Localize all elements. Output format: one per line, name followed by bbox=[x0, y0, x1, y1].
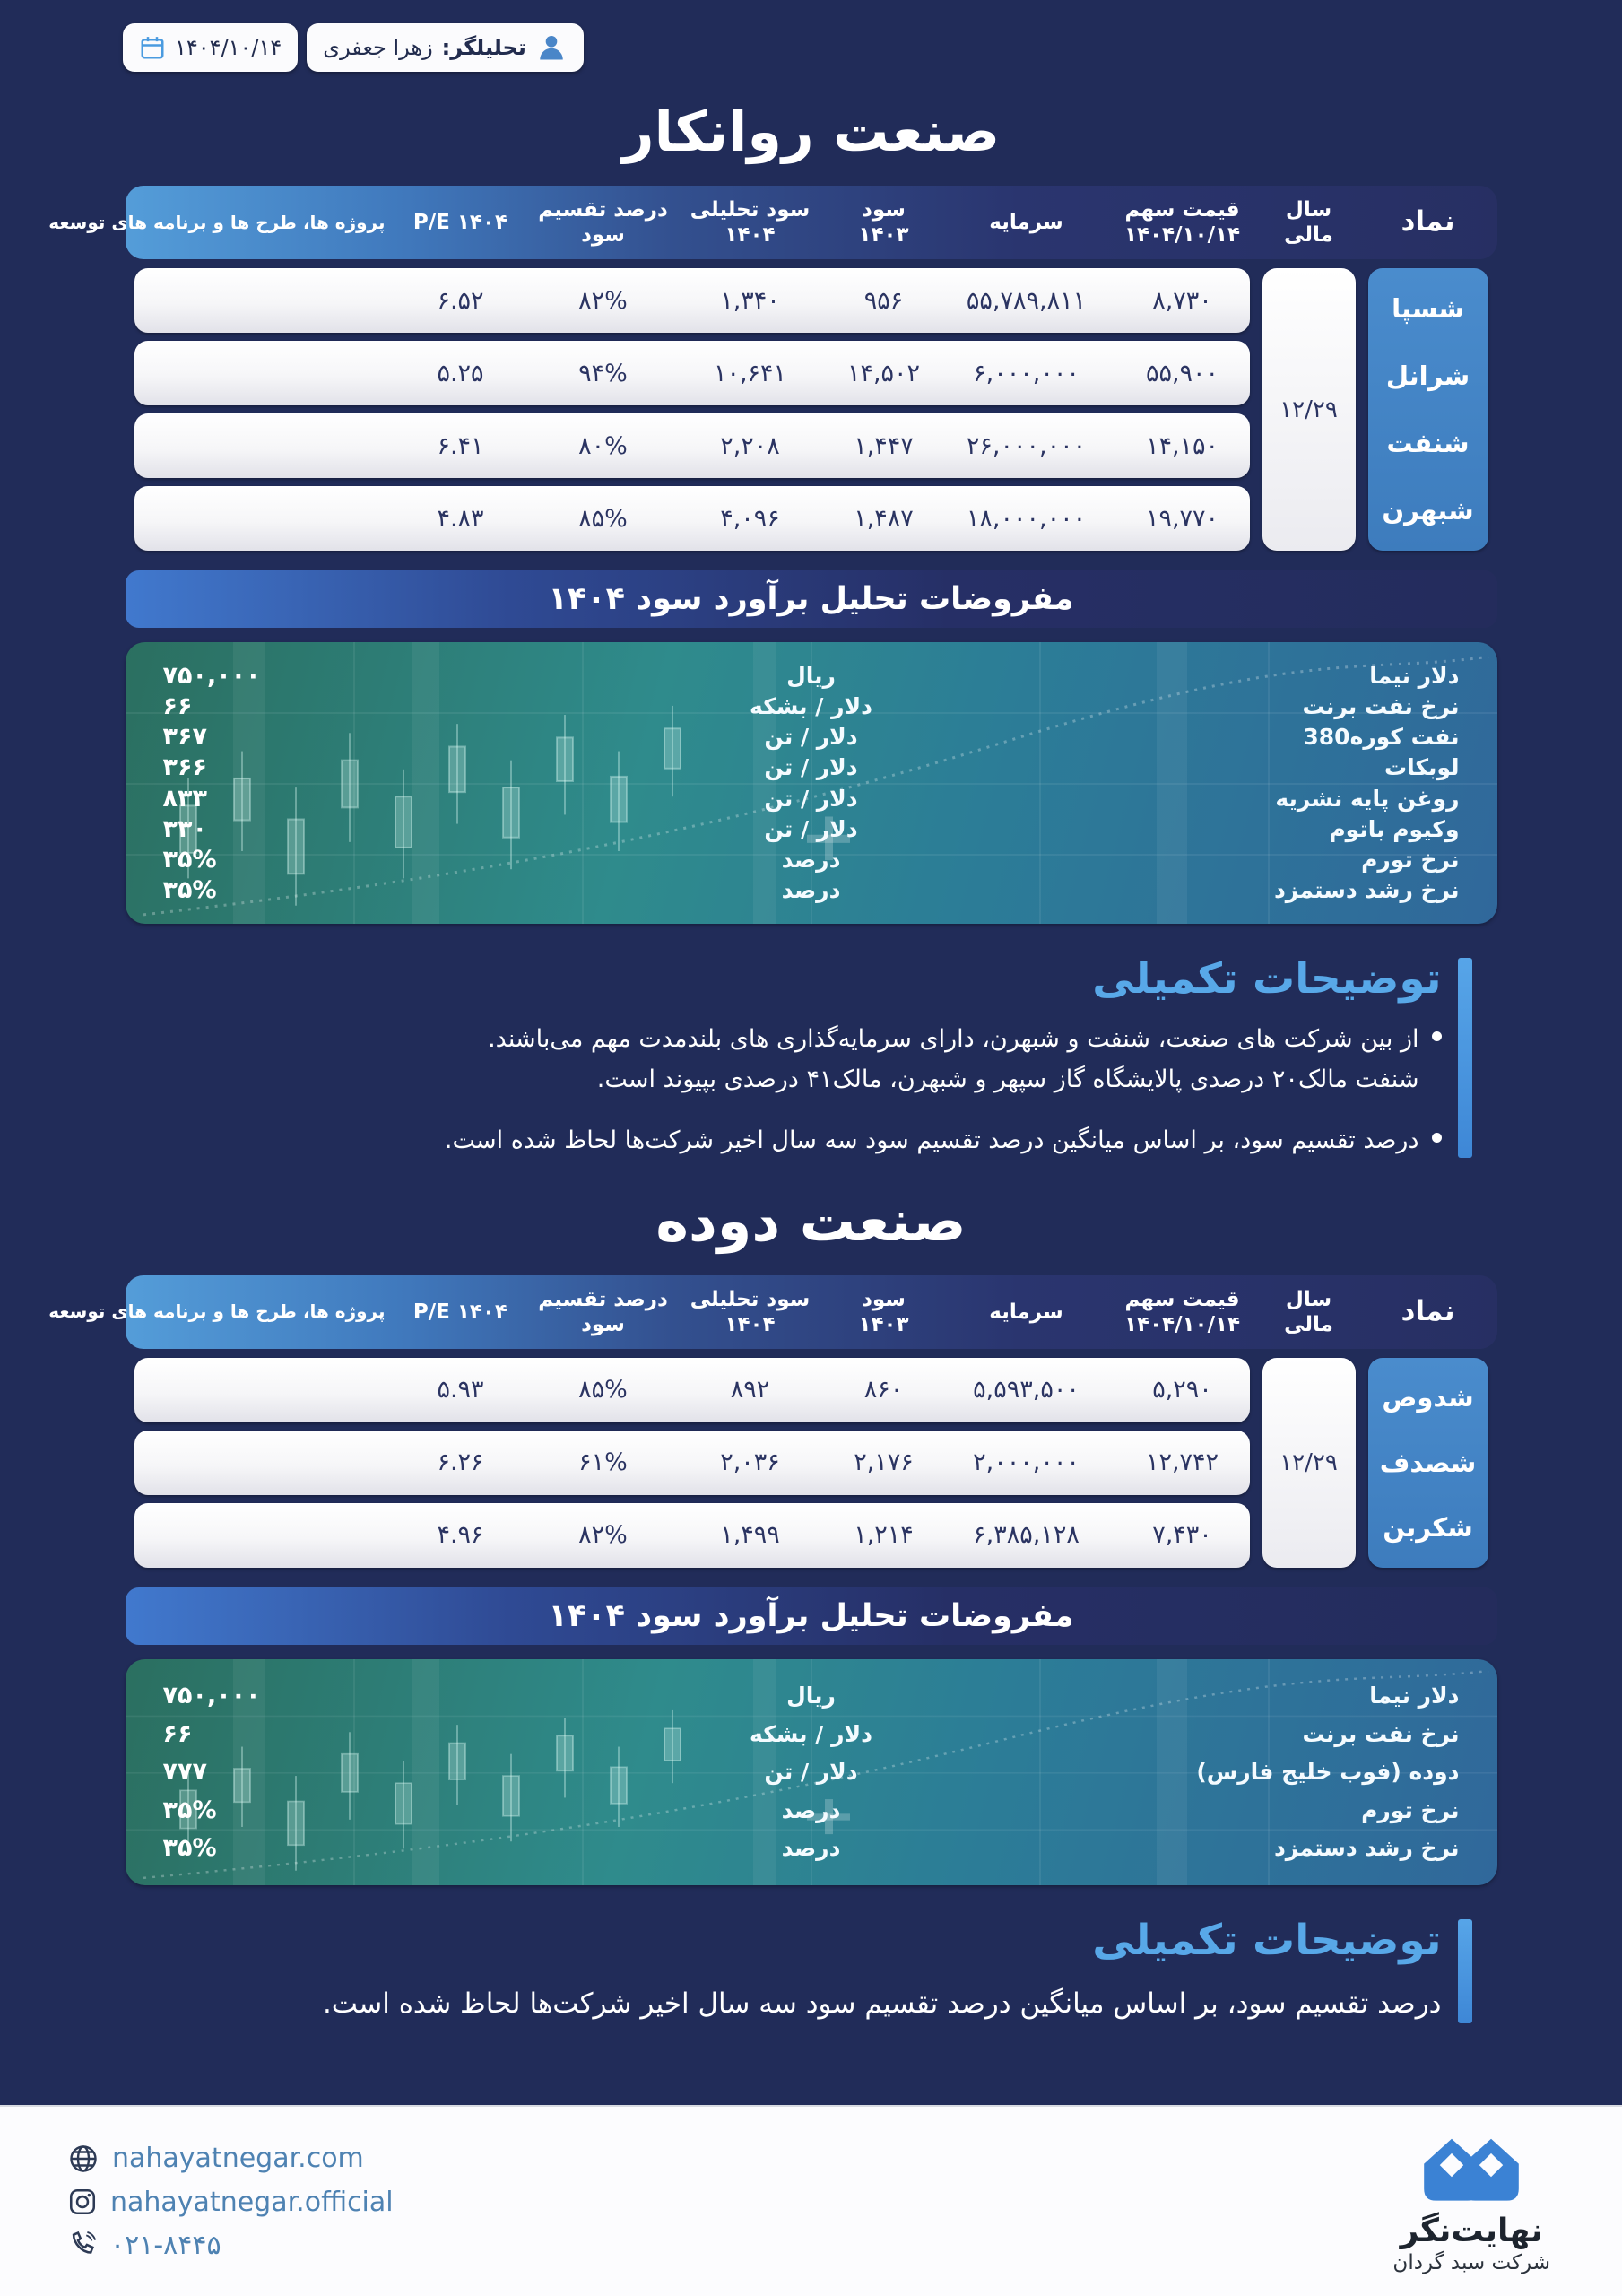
analyst-icon bbox=[535, 31, 568, 64]
symbol-label: شسپا bbox=[1392, 293, 1464, 325]
cell-capital: ۱۸,۰۰۰,۰۰۰ bbox=[966, 504, 1087, 533]
table-body bbox=[126, 1358, 1497, 1568]
assumption-value: ۳۵% bbox=[162, 846, 217, 874]
assumption-unit: دلار / تن bbox=[764, 785, 858, 812]
cell-capital: ۲,۰۰۰,۰۰۰ bbox=[973, 1448, 1080, 1477]
fiscal-year-value: ۱۲/۲۹ bbox=[1279, 396, 1338, 423]
notes-section bbox=[126, 1916, 1497, 2027]
table-row bbox=[134, 413, 1250, 478]
symbol-label: شنفت bbox=[1386, 427, 1470, 458]
assumptions-header bbox=[126, 570, 1497, 628]
nahayatnegar-logo bbox=[1418, 2128, 1524, 2211]
assumption-unit: درصد bbox=[781, 877, 841, 904]
assumptions-title: مفروضات تحلیل برآورد سود ۱۴۰۴ bbox=[548, 1597, 1074, 1634]
cell-pe: ۵.۹۳ bbox=[437, 1376, 484, 1405]
report-date: ۱۴۰۴/۱۰/۱۴ bbox=[175, 35, 282, 60]
assumption-value: ۶۶ bbox=[162, 691, 193, 720]
assumption-value: ۷۷۷ bbox=[162, 1758, 207, 1787]
assumption-unit: درصد bbox=[781, 847, 841, 874]
contact-list bbox=[67, 2143, 394, 2261]
cell-share-price: ۵,۲۹۰ bbox=[1152, 1376, 1212, 1405]
header-symbol: نماد bbox=[1401, 1294, 1455, 1327]
bullet-dot bbox=[1432, 1031, 1442, 1041]
section-title: صنعت روانکار bbox=[621, 99, 1001, 164]
assumption-label: دلار نیما bbox=[1369, 662, 1460, 689]
assumption-row bbox=[163, 1715, 1460, 1752]
bullet-dot bbox=[1432, 1133, 1442, 1143]
header-capital: سرمایه bbox=[989, 210, 1063, 234]
brand-title: نهایت‌نگر bbox=[1400, 2213, 1543, 2249]
industry-section bbox=[48, 1187, 1497, 2027]
assumption-unit: درصد bbox=[781, 1796, 841, 1823]
assumption-unit: درصد bbox=[781, 1834, 841, 1861]
phone-icon bbox=[67, 2230, 98, 2260]
cell-analytical-profit-1404: ۴,۰۹۶ bbox=[720, 504, 780, 533]
fiscal-year-value: ۱۲/۲۹ bbox=[1279, 1448, 1338, 1476]
table-header-row bbox=[48, 1275, 1497, 1349]
cell-profit-1403: ۲,۱۷۶ bbox=[854, 1448, 914, 1477]
globe-icon bbox=[67, 2143, 100, 2175]
analyst-label: تحلیلگر: bbox=[441, 35, 526, 60]
instagram-link[interactable]: nahayatnegar.official bbox=[67, 2187, 394, 2218]
assumption-label: نرخ تورم bbox=[1361, 847, 1460, 874]
cell-analytical-profit-1404: ۸۹۲ bbox=[730, 1376, 770, 1405]
assumption-unit: ریال bbox=[786, 1683, 836, 1709]
header-dividend-percent: درصد تقسیم سود bbox=[538, 197, 668, 247]
table-row bbox=[134, 1431, 1250, 1495]
notes-body bbox=[161, 1020, 1442, 1161]
table-header-row bbox=[48, 186, 1497, 259]
assumption-value: ۸۳۳ bbox=[162, 784, 207, 813]
symbol-label: شکربن bbox=[1383, 1512, 1473, 1544]
assumption-unit: دلار / تن bbox=[764, 1759, 858, 1786]
cell-share-price: ۱۲,۷۴۲ bbox=[1145, 1448, 1219, 1477]
footer bbox=[0, 2105, 1622, 2296]
header-profit-1403: سود ۱۴۰۳ bbox=[858, 1287, 909, 1336]
cell-profit-1403: ۱,۲۱۴ bbox=[854, 1521, 914, 1550]
cell-pe: ۶.۲۶ bbox=[437, 1448, 484, 1477]
note-item bbox=[161, 1981, 1442, 2027]
date-pill bbox=[123, 23, 298, 72]
instagram-icon bbox=[67, 2187, 98, 2217]
table-row bbox=[134, 1358, 1250, 1422]
assumption-value: ۷۵۰,۰۰۰ bbox=[162, 1682, 261, 1710]
assumption-unit: ریال bbox=[786, 662, 836, 689]
header-symbol: نماد bbox=[1401, 205, 1455, 239]
assumption-row bbox=[163, 660, 1460, 691]
header-analytical-profit-1404: سود تحلیلی ۱۴۰۴ bbox=[690, 1287, 811, 1336]
calendar-icon bbox=[139, 34, 166, 61]
assumption-label: دلار نیما bbox=[1369, 1683, 1460, 1709]
cell-pe: ۶.۵۲ bbox=[437, 286, 484, 315]
cell-dividend-percent: ۹۴% bbox=[578, 359, 628, 387]
note-text: درصد تقسیم سود، بر اساس میانگین درصد تقسیم سود سه سال اخیر شرکت‌ها لحاظ شده است. bbox=[444, 1126, 1419, 1155]
cell-dividend-percent: ۸۵% bbox=[578, 504, 628, 533]
assumption-row bbox=[163, 845, 1460, 875]
stock-table bbox=[48, 186, 1497, 551]
table-row bbox=[134, 341, 1250, 405]
notes-body bbox=[161, 1981, 1442, 2027]
cell-pe: ۵.۲۵ bbox=[437, 359, 484, 387]
assumptions-title: مفروضات تحلیل برآورد سود ۱۴۰۴ bbox=[548, 581, 1074, 617]
notes-accent-bar bbox=[1458, 958, 1472, 1158]
assumption-label: روغن پایه نشریه bbox=[1275, 785, 1460, 812]
fiscal-year-cell bbox=[1262, 1358, 1356, 1568]
assumption-value: ۳۵% bbox=[162, 1796, 217, 1824]
note-text: درصد تقسیم سود، بر اساس میانگین درصد تقسیم سود سه سال اخیر شرکت‌ها لحاظ شده است. bbox=[322, 1987, 1442, 2020]
assumptions-rows bbox=[163, 660, 1460, 906]
cell-profit-1403: ۱۴,۵۰۲ bbox=[846, 359, 921, 387]
header-share-price: قیمت سهم ۱۴۰۴/۱۰/۱۴ bbox=[1123, 1287, 1241, 1336]
header-capital: سرمایه bbox=[989, 1300, 1063, 1324]
assumption-value: ۳۵% bbox=[162, 1833, 217, 1862]
note-item bbox=[161, 1020, 1442, 1100]
symbol-label: شبهرن bbox=[1382, 494, 1474, 526]
symbol-label: شدوص bbox=[1382, 1381, 1474, 1413]
assumption-unit: دلار / تن bbox=[764, 815, 858, 842]
assumption-label: لوبکات bbox=[1384, 754, 1460, 781]
assumptions-header bbox=[126, 1587, 1497, 1645]
assumption-label: نرخ تورم bbox=[1361, 1796, 1460, 1823]
assumptions-panel bbox=[126, 1659, 1497, 1885]
symbol-label: شرانل bbox=[1385, 361, 1470, 392]
website-link[interactable]: nahayatnegar.com bbox=[67, 2143, 394, 2175]
cell-share-price: ۷,۴۳۰ bbox=[1152, 1521, 1212, 1550]
header-share-price: قیمت سهم ۱۴۰۴/۱۰/۱۴ bbox=[1123, 197, 1241, 247]
cell-share-price: ۸,۷۳۰ bbox=[1152, 286, 1212, 315]
header-projects: پروژه ها، طرح ها و برنامه های توسعه bbox=[48, 1300, 386, 1323]
cell-dividend-percent: ۸۲% bbox=[578, 1521, 628, 1550]
notes-accent-bar bbox=[1458, 1919, 1472, 2023]
assumption-unit: دلار / بشکه bbox=[750, 1720, 872, 1747]
assumption-label: نرخ نفت برنت bbox=[1302, 1720, 1460, 1747]
note-text: شنفت مالک۲۰ درصدی پالایشگاه گاز سپهر و شبهرن، مالک۴۱ درصدی بپیوند است. bbox=[596, 1065, 1419, 1093]
header-fiscal-year: سال مالی bbox=[1284, 1287, 1333, 1336]
assumption-label: نفت کوره380 bbox=[1303, 724, 1460, 751]
header-pe-1404: P/E ۱۴۰۴ bbox=[412, 210, 508, 234]
header-projects: پروژه ها، طرح ها و برنامه های توسعه bbox=[48, 211, 386, 233]
phone-link[interactable]: ۰۲۱-۸۴۴۵ bbox=[67, 2230, 394, 2261]
assumption-value: ۳۳۰ bbox=[162, 814, 207, 843]
cell-capital: ۵,۵۹۳,۵۰۰ bbox=[973, 1376, 1080, 1405]
cell-share-price: ۱۴,۱۵۰ bbox=[1145, 431, 1219, 460]
cell-analytical-profit-1404: ۱۰,۶۴۱ bbox=[713, 359, 787, 387]
section-title: صنعت دوده bbox=[655, 1187, 967, 1254]
brand-block bbox=[1392, 2128, 1550, 2274]
symbol-label: شصدف bbox=[1379, 1447, 1477, 1478]
analyst-pill bbox=[307, 23, 584, 72]
notes-title: توضیحات تکمیلی bbox=[1092, 954, 1442, 1004]
assumption-row bbox=[163, 722, 1460, 752]
symbol-column bbox=[1368, 1358, 1488, 1568]
cell-profit-1403: ۱,۴۴۷ bbox=[854, 431, 914, 460]
table-row bbox=[134, 1503, 1250, 1568]
assumption-label: وکیوم باتوم bbox=[1329, 815, 1460, 842]
top-bar bbox=[0, 0, 1622, 72]
header-fiscal-year: سال مالی bbox=[1284, 197, 1333, 247]
brand-subtitle: شرکت سبد گردان bbox=[1392, 2251, 1550, 2274]
assumption-row bbox=[163, 691, 1460, 721]
cell-dividend-percent: ۸۵% bbox=[578, 1376, 628, 1405]
cell-capital: ۲۶,۰۰۰,۰۰۰ bbox=[966, 431, 1087, 460]
assumption-value: ۳۶۶ bbox=[162, 753, 207, 782]
notes-title: توضیحات تکمیلی bbox=[1092, 1915, 1442, 1965]
cell-analytical-profit-1404: ۱,۳۴۰ bbox=[720, 286, 780, 315]
assumption-row bbox=[163, 813, 1460, 844]
assumption-label: دوده (فوب خلیج فارس) bbox=[1196, 1759, 1460, 1786]
table-row bbox=[134, 268, 1250, 333]
cell-analytical-profit-1404: ۲,۰۳۶ bbox=[720, 1448, 780, 1477]
assumption-unit: دلار / بشکه bbox=[750, 692, 872, 719]
cell-pe: ۴.۹۶ bbox=[437, 1521, 484, 1550]
notes-section bbox=[126, 954, 1497, 1161]
cell-dividend-percent: ۸۲% bbox=[578, 286, 628, 315]
assumption-row bbox=[163, 1677, 1460, 1715]
assumption-row bbox=[163, 875, 1460, 906]
analyst-name: زهرا جعفری bbox=[323, 35, 433, 60]
assumption-row bbox=[163, 1829, 1460, 1866]
assumption-value: ۷۵۰,۰۰۰ bbox=[162, 661, 261, 690]
assumptions-panel bbox=[126, 642, 1497, 924]
cell-capital: ۶,۰۰۰,۰۰۰ bbox=[973, 359, 1080, 387]
assumption-unit: دلار / تن bbox=[764, 724, 858, 751]
header-pe-1404: P/E ۱۴۰۴ bbox=[412, 1300, 508, 1324]
assumption-label: نرخ رشد دستمزد bbox=[1273, 877, 1460, 904]
cell-profit-1403: ۱,۴۸۷ bbox=[854, 504, 914, 533]
cell-dividend-percent: ۶۱% bbox=[578, 1448, 628, 1477]
assumption-value: ۳۶۷ bbox=[162, 723, 207, 752]
assumption-value: ۳۵% bbox=[162, 876, 217, 905]
assumption-row bbox=[163, 1752, 1460, 1790]
cell-analytical-profit-1404: ۱,۴۹۹ bbox=[720, 1521, 780, 1550]
report-body bbox=[0, 99, 1622, 2027]
assumption-row bbox=[163, 752, 1460, 783]
assumption-label: نرخ نفت برنت bbox=[1302, 692, 1460, 719]
table-body bbox=[126, 268, 1497, 551]
cell-share-price: ۱۹,۷۷۰ bbox=[1145, 504, 1219, 533]
cell-share-price: ۵۵,۹۰۰ bbox=[1145, 359, 1219, 387]
symbol-column bbox=[1368, 268, 1488, 551]
note-item bbox=[161, 1121, 1442, 1161]
note-text: از بین شرکت های صنعت، شنفت و شبهرن، دارای سرمایه‌گذاری های بلندمدت مهم می‌باشند. bbox=[488, 1025, 1419, 1053]
header-analytical-profit-1404: سود تحلیلی ۱۴۰۴ bbox=[690, 197, 811, 247]
cell-dividend-percent: ۸۰% bbox=[578, 431, 628, 460]
cell-profit-1403: ۹۵۶ bbox=[863, 286, 904, 315]
assumption-label: نرخ رشد دستمزد bbox=[1273, 1834, 1460, 1861]
assumption-value: ۶۶ bbox=[162, 1719, 193, 1748]
cell-pe: ۴.۸۳ bbox=[437, 504, 484, 533]
stock-table bbox=[48, 1275, 1497, 1568]
table-row bbox=[134, 486, 1250, 551]
assumption-row bbox=[163, 783, 1460, 813]
assumption-unit: دلار / تن bbox=[764, 754, 858, 781]
assumption-row bbox=[163, 1791, 1460, 1829]
cell-analytical-profit-1404: ۲,۲۰۸ bbox=[720, 431, 780, 460]
assumptions-rows bbox=[163, 1677, 1460, 1867]
cell-profit-1403: ۸۶۰ bbox=[863, 1376, 904, 1405]
header-dividend-percent: درصد تقسیم سود bbox=[538, 1287, 668, 1336]
cell-capital: ۵۵,۷۸۹,۸۱۱ bbox=[966, 286, 1087, 315]
cell-capital: ۶,۳۸۵,۱۲۸ bbox=[973, 1521, 1080, 1550]
cell-pe: ۶.۴۱ bbox=[437, 431, 484, 460]
fiscal-year-cell bbox=[1262, 268, 1356, 551]
header-profit-1403: سود ۱۴۰۳ bbox=[858, 197, 909, 247]
industry-section bbox=[48, 99, 1497, 1161]
